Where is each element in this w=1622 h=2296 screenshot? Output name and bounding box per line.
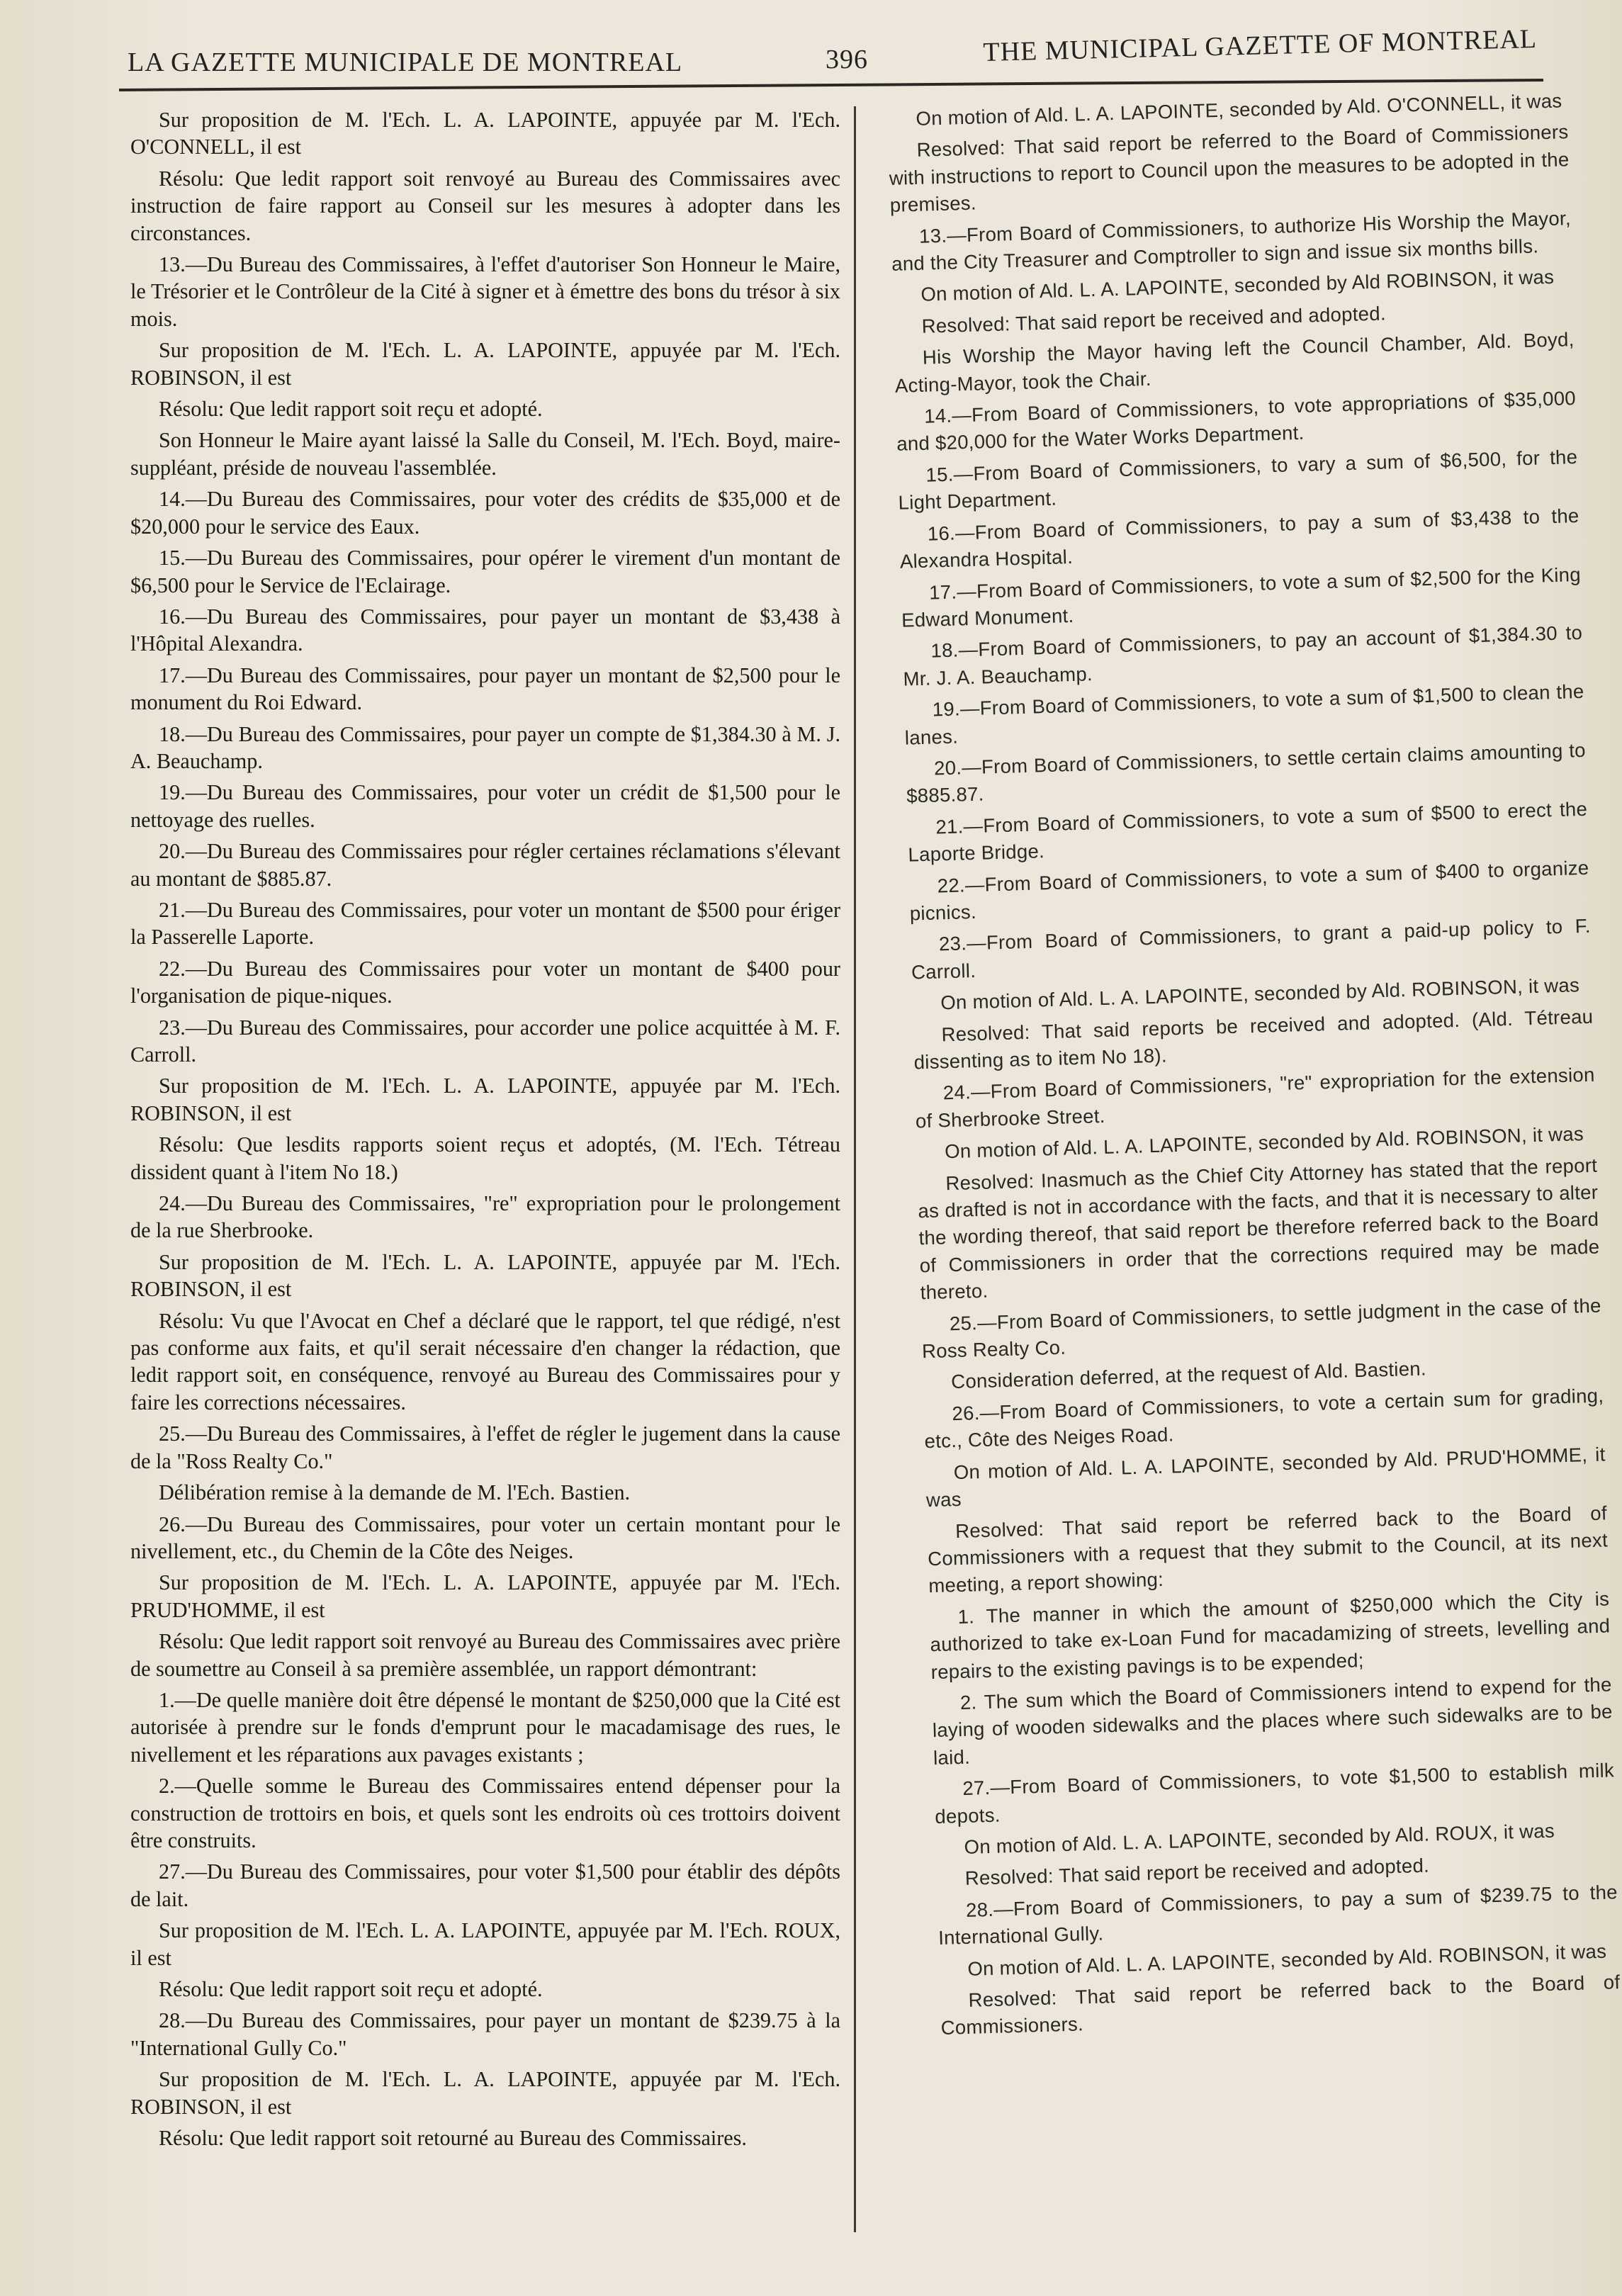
english-paragraph: 28.—From Board of Commissioners, to pay a sum of $239.75 to the International Gully. xyxy=(937,1880,1618,1949)
english-paragraph: 24.—From Board of Commissioners, "re" expropriation for the extension of Sherbrooke Street. xyxy=(915,1064,1595,1132)
english-paragraph: 2. The sum which the Board of Commissioners intend to expend for the laying of wooden sidewalks and the places where such sidewalks are to be laid. xyxy=(932,1673,1613,1769)
french-paragraph: Délibération remise à la demande de M. l'Ech. Bastien. xyxy=(159,1480,631,1505)
english-paragraph: Resolved: That said report be received and adopted. xyxy=(964,1854,1430,1890)
english-paragraph: Consideration deferred, at the request of Ald. Bastien. xyxy=(950,1357,1427,1393)
english-paragraph: 16.—From Board of Commissioners, to pay a sum of $3,438 to the Alexandra Hospital. xyxy=(899,504,1579,573)
french-paragraph: 25.—Du Bureau des Commissaires, à l'effet de régler le jugement dans la cause de la "Ross Realty Co." xyxy=(130,1422,840,1473)
french-paragraph: Résolu: Que ledit rapport soit renvoyé au Bureau des Commissaires avec prière de soumettre au Conseil à sa première assemblée, un rapport démontrant: xyxy=(130,1629,840,1681)
page-header xyxy=(128,23,1538,79)
french-paragraph: Sur proposition de M. l'Ech. L. A. LAPOINTE, appuyée par M. l'Ech. PRUD'HOMME, il est xyxy=(130,1570,840,1622)
english-paragraph: 17.—From Board of Commissioners, to vote a sum of $2,500 for the King Edward Monument. xyxy=(901,563,1582,631)
english-paragraph: Resolved: Inasmuch as the Chief City Attorney has stated that the report as drafted is not in accordance with the facts, and that it is necessary to alter the wording thereof, that said report be therefore referred back to the Board of Commissioners in order that the corrections required may be made thereto. xyxy=(918,1154,1600,1304)
french-paragraph: 26.—Du Bureau des Commissaires, pour voter un certain montant pour le nivellement, etc., du Chemin de la Côte des Neiges. xyxy=(130,1512,840,1563)
french-paragraph: 17.—Du Bureau des Commissaires, pour payer un montant de $2,500 pour le monument du Roi Edward. xyxy=(130,663,840,715)
english-paragraph: His Worship the Mayor having left the Council Chamber, Ald. Boyd, Acting-Mayor, took the Chair. xyxy=(894,328,1575,397)
english-paragraph: 21.—From Board of Commissioners, to vote a sum of $500 to erect the Laporte Bridge. xyxy=(908,797,1588,866)
french-paragraph: 28.—Du Bureau des Commissaires, pour payer un montant de $239.75 à la "International Gully Co." xyxy=(130,2008,840,2060)
french-paragraph: 18.—Du Bureau des Commissaires, pour payer un compte de $1,384.30 à M. J. A. Beauchamp. xyxy=(130,721,840,773)
english-paragraph: 1. The manner in which the amount of $250,000 which the City is authorized to take ex-Loan Fund for macadamizing of streets, levelling and repairs to the existing pavings is to be expended; xyxy=(930,1587,1611,1683)
english-paragraph: 20.—From Board of Commissioners, to settle certain claims amounting to $885.87. xyxy=(906,738,1587,807)
french-paragraph: 27.—Du Bureau des Commissaires, pour voter $1,500 pour établir des dépôts de lait. xyxy=(130,1859,840,1911)
french-paragraph: Résolu: Que lesdits rapports soient reçus et adoptés, (M. l'Ech. Tétreau dissident quant à l'item No 18.) xyxy=(130,1132,840,1184)
header-title-english: THE MUNICIPAL GAZETTE OF MONTREAL xyxy=(983,23,1538,68)
english-paragraph: On motion of Ald. L. A. LAPOINTE, seconded by Ald. ROBINSON, it was xyxy=(944,1122,1584,1163)
english-paragraph: 25.—From Board of Commissioners, to settle judgment in the case of the Ross Realty Co. xyxy=(921,1294,1602,1363)
english-paragraph: On motion of Ald. L. A. LAPOINTE, seconded by Ald ROBINSON, it was xyxy=(920,266,1555,306)
french-paragraph: Résolu: Que ledit rapport soit reçu et adopté. xyxy=(159,397,543,422)
french-paragraph: Résolu: Que ledit rapport soit retourné au Bureau des Commissaires. xyxy=(159,2126,747,2151)
english-paragraph: 18.—From Board of Commissioners, to pay an account of $1,384.30 to Mr. J. A. Beauchamp. xyxy=(903,621,1583,690)
french-paragraph: 20.—Du Bureau des Commissaires pour régler certaines réclamations s'élevant au montant de $885.87. xyxy=(130,839,840,891)
english-paragraph: 19.—From Board of Commissioners, to vote a sum of $1,500 to clean the lanes. xyxy=(904,680,1584,749)
french-paragraph: Sur proposition de M. l'Ech. L. A. LAPOINTE, appuyée par M. l'Ech. ROUX, il est xyxy=(130,1918,840,1970)
french-paragraph: 1.—De quelle manière doit être dépensé le montant de $250,000 que la Cité est autorisée à prendre sur le fonds d'emprunt pour le macadamisage des rues, le nivellement et les réparations aux pavages existants ; xyxy=(130,1687,840,1767)
french-paragraph: Résolu: Que ledit rapport soit reçu et adopté. xyxy=(159,1977,543,2001)
column-divider xyxy=(854,106,856,2232)
english-paragraph: On motion of Ald. L. A. LAPOINTE, seconded by Ald. ROUX, it was xyxy=(964,1819,1555,1858)
french-paragraph: 13.—Du Bureau des Commissaires, à l'effet d'autoriser Son Honneur le Maire, le Trésorier et le Contrôleur de la Cité à signer et à émettre des bons du trésor à six mois. xyxy=(130,252,840,331)
french-paragraph: 2.—Quelle somme le Bureau des Commissaires entend dépenser pour la construction de trottoirs en bois, et quels sont les endroits où ces trottoirs doivent être construits. xyxy=(130,1774,840,1852)
english-column xyxy=(887,87,1621,2047)
french-paragraph: Sur proposition de M. l'Ech. L. A. LAPOINTE, appuyée par M. l'Ech. ROBINSON, il est xyxy=(130,338,840,390)
french-paragraph: Résolu: Vu que l'Avocat en Chef a déclaré que le rapport, tel que rédigé, n'est pas conforme aux faits, et qu'il serait nécessaire d'en changer la rédaction, que ledit rapport soit, en conséquence, renvoyé au Bureau des Commissaires pour y faire les corrections nécessaires. xyxy=(130,1308,840,1414)
french-paragraph: 21.—Du Bureau des Commissaires, pour voter un montant de $500 pour ériger la Passerelle Laporte. xyxy=(130,897,840,950)
french-paragraph: 23.—Du Bureau des Commissaires, pour accorder une police acquittée à M. F. Carroll. xyxy=(130,1015,840,1067)
french-paragraph: Sur proposition de M. l'Ech. L. A. LAPOINTE, appuyée par M. l'Ech. O'CONNELL, il est xyxy=(130,108,840,159)
english-paragraph: 14.—From Board of Commissioners, to vote appropriations of $35,000 and $20,000 for the Water Works Department. xyxy=(896,387,1577,456)
english-paragraph: On motion of Ald. L. A. LAPOINTE, seconded by Ald. PRUD'HOMME, it was xyxy=(925,1443,1606,1512)
french-paragraph: Résolu: Que ledit rapport soit renvoyé au Bureau des Commissaires avec instruction de faire rapport au Conseil sur les mesures à adopter dans les circonstances. xyxy=(130,166,840,245)
english-paragraph: On motion of Ald. L. A. LAPOINTE, seconded by Ald. ROBINSON, it was xyxy=(967,1940,1607,1980)
header-rule xyxy=(119,79,1543,91)
english-paragraph: Resolved: That said report be referred back to the Board of Commissioners. xyxy=(940,1971,1621,2039)
english-paragraph: On motion of Ald. L. A. LAPOINTE, seconded by Ald. O'CONNELL, it was xyxy=(916,89,1562,130)
french-paragraph: 14.—Du Bureau des Commissaires, pour voter des crédits de $35,000 et de $20,000 pour le service des Eaux. xyxy=(130,487,840,539)
english-paragraph: Resolved: That said report be referred to the Board of Commissioners with instructions to report to Council upon the measures to be adopted in the premises. xyxy=(889,120,1570,217)
french-paragraph: 16.—Du Bureau des Commissaires, pour payer un montant de $3,438 à l'Hôpital Alexandra. xyxy=(130,604,840,656)
french-paragraph: 19.—Du Bureau des Commissaires, pour voter un crédit de $1,500 pour le nettoyage des ruelles. xyxy=(130,780,840,832)
french-paragraph: 24.—Du Bureau des Commissaires, "re" expropriation pour le prolongement de la rue Sherbrooke. xyxy=(130,1191,840,1243)
english-paragraph: Resolved: That said report be received and adopted. xyxy=(921,302,1387,337)
page-number: 396 xyxy=(826,45,868,74)
header-title-french: LA GAZETTE MUNICIPALE DE MONTREAL xyxy=(128,47,683,77)
english-paragraph: On motion of Ald. L. A. LAPOINTE, seconded by Ald. ROBINSON, it was xyxy=(940,974,1580,1014)
french-paragraph: 15.—Du Bureau des Commissaires, pour opérer le virement d'un montant de $6,500 pour le Service de l'Eclairage. xyxy=(130,546,840,597)
english-paragraph: 22.—From Board of Commissioners, to vote a sum of $400 to organize picnics. xyxy=(909,856,1589,925)
english-paragraph: Resolved: That said reports be received and adopted. (Ald. Tétreau dissenting as to item No 18). xyxy=(913,1005,1594,1074)
french-paragraph: Son Honneur le Maire ayant laissé la Salle du Conseil, M. l'Ech. Boyd, maire-suppléant, préside de nouveau l'assemblée. xyxy=(130,428,840,480)
english-paragraph: Resolved: That said report be referred back to the Board of Commissioners with a request that they submit to the Council, at its next meeting, a report showing: xyxy=(927,1501,1609,1597)
french-paragraph: Sur proposition de M. l'Ech. L. A. LAPOINTE, appuyée par M. l'Ech. ROBINSON, il est xyxy=(130,1074,840,1125)
french-paragraph: Sur proposition de M. l'Ech. L. A. LAPOINTE, appuyée par M. l'Ech. ROBINSON, il est xyxy=(130,1249,840,1302)
french-paragraph: Sur proposition de M. l'Ech. L. A. LAPOINTE, appuyée par M. l'Ech. ROBINSON, il est xyxy=(130,2067,840,2119)
french-paragraph: 22.—Du Bureau des Commissaires pour voter un montant de $400 pour l'organisation de pique-niques. xyxy=(130,956,840,1008)
french-column xyxy=(130,106,840,2156)
english-paragraph: 27.—From Board of Commissioners, to vote $1,500 to establish milk depots. xyxy=(934,1759,1615,1828)
english-paragraph: 13.—From Board of Commissioners, to authorize His Worship the Mayor, and the City Treasurer and Comptroller to sign and issue six months bills. xyxy=(891,206,1572,275)
english-paragraph: 15.—From Board of Commissioners, to vary a sum of $6,500, for the Light Department. xyxy=(898,445,1578,514)
english-paragraph: 26.—From Board of Commissioners, to vote a certain sum for grading, etc., Côte des Neiges Road. xyxy=(924,1384,1604,1453)
english-paragraph: 23.—From Board of Commissioners, to grant a paid-up policy to F. Carroll. xyxy=(911,915,1592,984)
